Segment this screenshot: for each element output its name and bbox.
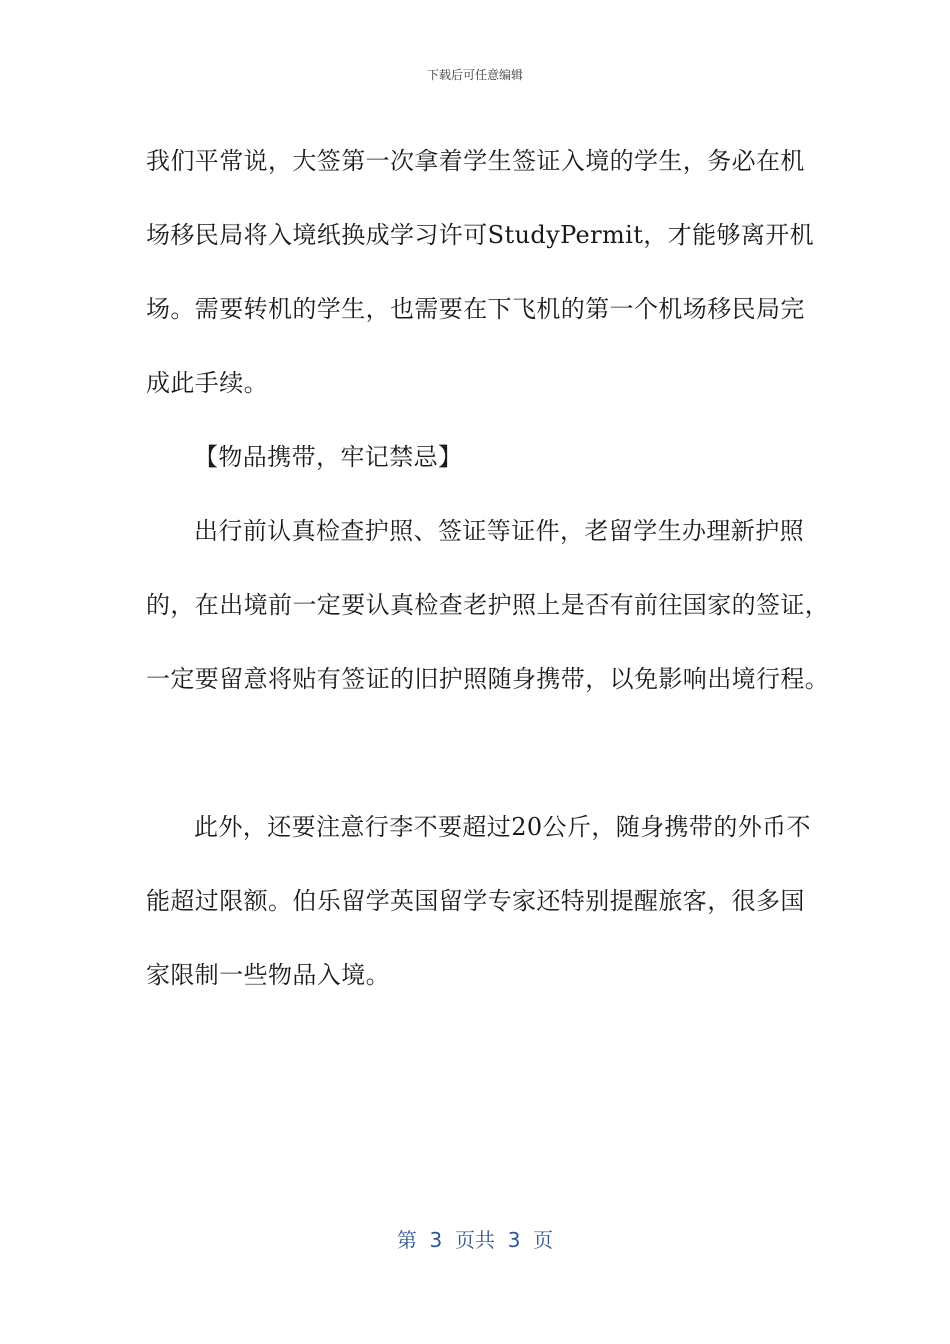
paragraph-passport-check <box>146 494 830 716</box>
text-line: 出行前认真检查护照、签证等证件，老留学生办理新护照 <box>194 517 804 545</box>
document-body <box>146 124 830 1012</box>
page-number-footer: 第 3 页共 3 页 <box>396 1228 554 1252</box>
text-line: 此外，还要注意行李不要超过20公斤，随身携带的外币不 <box>194 813 811 841</box>
text-line: 能超过限额。伯乐留学英国留学专家还特别提醒旅客，很多国 <box>146 887 805 915</box>
paragraph-spacer <box>146 716 810 790</box>
paragraph-luggage-limits <box>146 790 810 1012</box>
paragraph-study-permit <box>146 124 815 420</box>
text-line: 成此手续。 <box>146 369 268 397</box>
text-line: 的，在出境前一定要认真检查老护照上是否有前往国家的签证， <box>146 591 830 619</box>
text-line: 场。需要转机的学生，也需要在下飞机的第一个机场移民局完 <box>146 295 805 323</box>
text-line: 家限制一些物品入境。 <box>146 961 390 989</box>
text-line: 我们平常说，大签第一次拿着学生签证入境的学生，务必在机 <box>146 147 805 175</box>
page-header: 下载后可任意编辑 <box>426 68 523 82</box>
section-heading: 【物品携带，牢记禁忌】 <box>194 443 463 471</box>
text-line: 一定要留意将贴有签证的旧护照随身携带，以免影响出境行程。 <box>146 665 830 693</box>
text-line: 场移民局将入境纸换成学习许可StudyPermit，才能够离开机 <box>146 221 815 249</box>
